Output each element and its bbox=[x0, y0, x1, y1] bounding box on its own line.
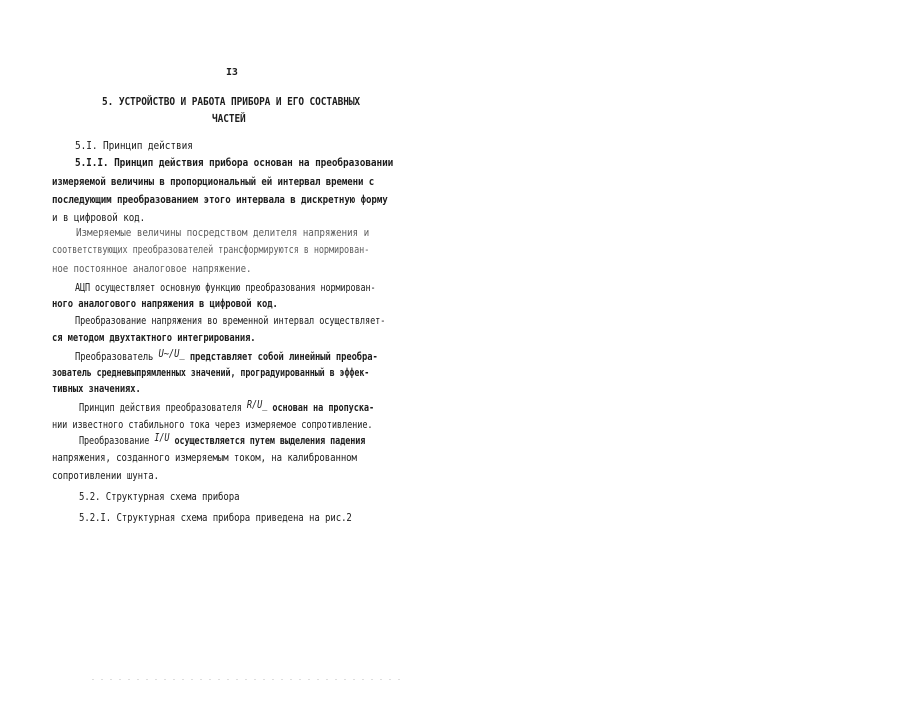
paragraph-5-1-1-line-2: измеряемой величины в пропорциональный ей интервал времени с bbox=[52, 175, 375, 188]
section-heading-line-1: 5. УСТРОЙСТВО И РАБОТА ПРИБОРА И ЕГО СОСТАВНЫХ bbox=[102, 95, 361, 108]
converter-resistance-symbol: R/U_ bbox=[246, 398, 268, 411]
paragraph-3-line-1: АЦП осуществляет основную функцию преобразования нормирован- bbox=[75, 281, 376, 294]
paragraph-6-line-1 bbox=[79, 398, 375, 415]
paragraph-5-1-1-line-3: последующим преобразованием этого интервала в дискретную форму bbox=[52, 193, 388, 206]
converter-ac-dc-symbol: U~/U_ bbox=[158, 347, 185, 360]
paragraph-4-line-1: Преобразование напряжения во временной интервал осуществляет- bbox=[75, 314, 386, 327]
paragraph-2-line-1: Измеряемые величины посредством делителя напряжения и bbox=[76, 226, 370, 239]
page-number: I3 bbox=[226, 67, 238, 78]
paragraph-6-line-1-after: основан на пропуска- bbox=[272, 401, 375, 414]
paragraph-5-line-2: зователь средневыпрямленных значений, проградуированный в эффек- bbox=[52, 366, 370, 379]
paragraph-6-line-1-before: Принцип действия преобразователя bbox=[79, 401, 242, 414]
paragraph-7-line-1-after: осуществляется путем выделения падения bbox=[174, 434, 366, 447]
paragraph-5-line-3: тивных значениях. bbox=[52, 382, 141, 395]
converter-current-symbol: I/U bbox=[154, 431, 170, 444]
subsection-5-2-title: 5.2. Структурная схема прибора bbox=[79, 490, 240, 503]
subsection-5-1-title: 5.I. Принцип действия bbox=[75, 139, 193, 152]
paragraph-2-line-3: ное постоянное аналоговое напряжение. bbox=[52, 262, 252, 275]
paragraph-5-line-1-before: Преобразователь bbox=[75, 350, 154, 363]
paragraph-6-line-2: нии известного стабильного тока через измеряемое сопротивление. bbox=[52, 418, 373, 431]
scan-artifact-line bbox=[92, 679, 402, 680]
paragraph-7-line-3: сопротивлении шунта. bbox=[52, 469, 159, 482]
paragraph-4-line-2: ся методом двухтактного интегрирования. bbox=[52, 331, 256, 344]
paragraph-3-line-2: ного аналогового напряжения в цифровой код. bbox=[52, 297, 278, 310]
paragraph-7-line-1 bbox=[79, 431, 366, 448]
paragraph-7-line-1-before: Преобразование bbox=[79, 434, 150, 447]
paragraph-5-1-1-line-1: 5.I.I. Принцип действия прибора основан на преобразовании bbox=[75, 156, 394, 169]
section-heading-line-2: ЧАСТЕЙ bbox=[212, 112, 246, 125]
paragraph-5-line-1-after: представляет собой линейный преобра- bbox=[189, 350, 378, 363]
paragraph-5-1-1-line-4: и в цифровой код. bbox=[52, 211, 146, 224]
paragraph-5-line-1 bbox=[75, 347, 378, 364]
paragraph-2-line-2: соответствующих преобразователей трансформируются в нормирован- bbox=[52, 243, 370, 256]
paragraph-7-line-2: напряжения, созданного измеряемым током, на калиброванном bbox=[52, 451, 357, 464]
paragraph-5-2-1: 5.2.I. Структурная схема прибора приведена на рис.2 bbox=[79, 511, 352, 524]
